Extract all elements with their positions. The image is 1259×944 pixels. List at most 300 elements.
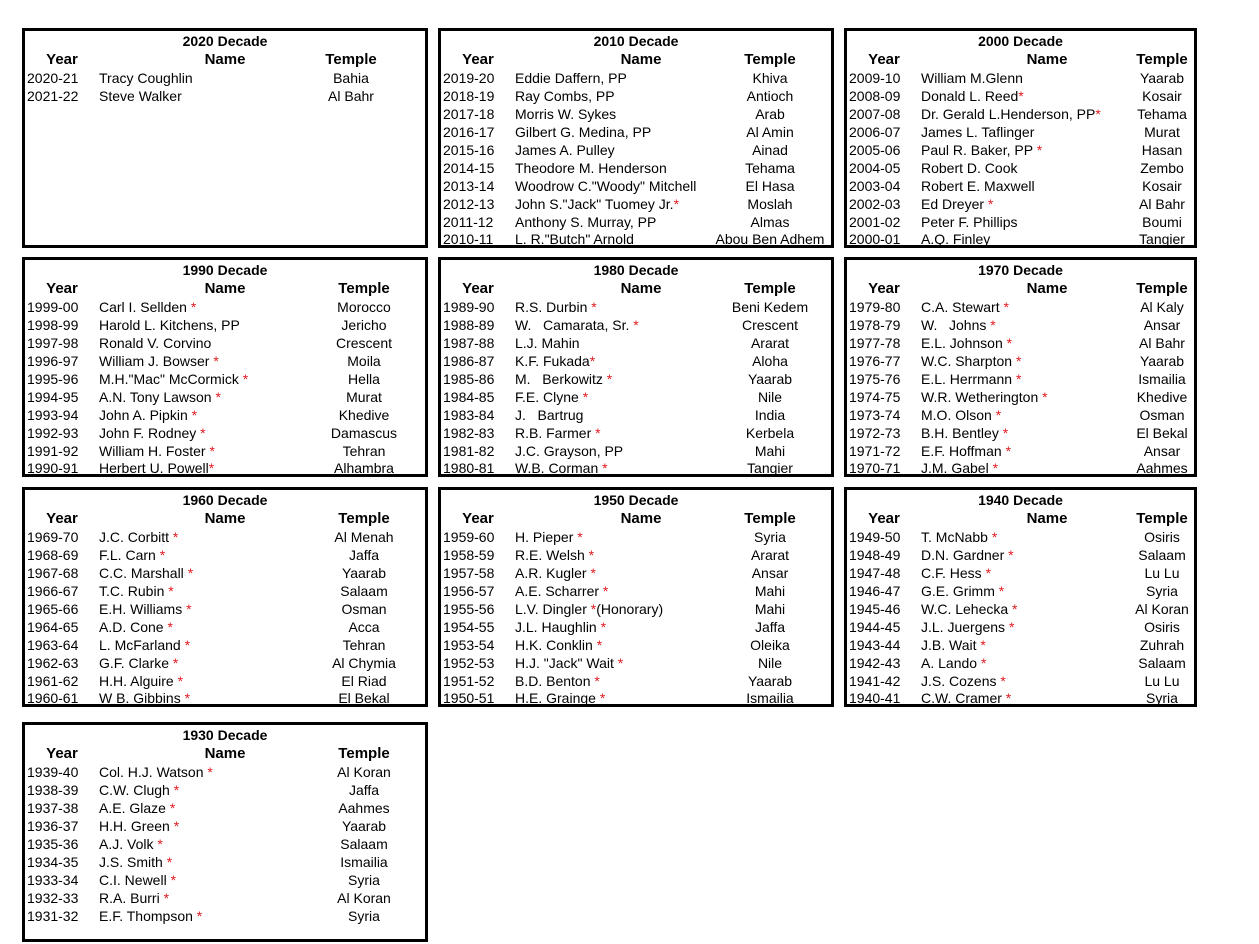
year-cell: 1972-73 xyxy=(849,424,901,441)
temple-column-header: Temple xyxy=(744,510,796,527)
name-text: W. Camarata, Sr. xyxy=(515,316,634,333)
temple-cell: Lu Lu xyxy=(1144,564,1180,581)
year-cell: 1933-34 xyxy=(27,871,79,888)
name-text: G.E. Grimm xyxy=(921,582,999,599)
name-text: H.J. "Jack" Wait xyxy=(515,654,618,671)
deceased-asterisk: * xyxy=(577,529,583,545)
name-cell xyxy=(921,353,1021,371)
year-cell: 1956-57 xyxy=(443,582,495,599)
name-cell xyxy=(515,460,608,478)
name-text: A.E. Glaze xyxy=(99,799,170,816)
temple-cell: Nile xyxy=(757,654,783,671)
year-cell: 1994-95 xyxy=(27,388,79,405)
name-cell xyxy=(99,601,192,619)
name-text: J.M. Gabel xyxy=(921,460,993,477)
decade-table xyxy=(847,529,1194,708)
name-cell xyxy=(921,460,998,478)
name-cell xyxy=(921,619,1014,637)
table-row xyxy=(441,196,831,214)
name-cell xyxy=(515,690,605,708)
year-cell: 1959-60 xyxy=(443,529,495,545)
table-row xyxy=(441,371,831,389)
table-row xyxy=(847,142,1194,160)
name-text: Ronald V. Corvino xyxy=(99,334,212,351)
temple-cell: Murat xyxy=(1144,123,1180,140)
name-text: J.C. Corbitt xyxy=(99,529,173,545)
decade-title: 1960 Decade xyxy=(182,492,268,508)
name-text: John A. Pipkin xyxy=(99,406,192,423)
temple-cell: Ansar xyxy=(751,564,789,581)
deceased-asterisk: * xyxy=(170,871,177,888)
name-cell xyxy=(921,601,1018,619)
name-cell xyxy=(515,371,612,389)
name-text: L. McFarland xyxy=(99,636,185,653)
name-cell xyxy=(921,70,1023,88)
name-cell xyxy=(99,854,172,872)
decade-table xyxy=(25,299,425,478)
temple-cell: Ansar xyxy=(1143,316,1181,333)
name-cell xyxy=(99,460,214,478)
name-column-header: Name xyxy=(1026,510,1068,527)
year-cell: 1977-78 xyxy=(849,334,901,351)
decade-title: 1940 Decade xyxy=(978,492,1063,508)
deceased-asterisk: * xyxy=(980,636,986,653)
name-column-header: Name xyxy=(1026,51,1068,68)
deceased-asterisk: * xyxy=(990,316,996,333)
name-text: William H. Foster xyxy=(99,442,210,459)
decade-table xyxy=(25,764,425,925)
temple-column-header: Temple xyxy=(338,280,390,297)
name-cell xyxy=(99,782,179,800)
temple-cell: El Bekal xyxy=(338,690,390,707)
table-row xyxy=(25,782,425,800)
table-row xyxy=(441,317,831,335)
deceased-asterisk: * xyxy=(1006,334,1013,351)
table-row xyxy=(441,619,831,637)
name-text: J.L. Haughlin xyxy=(515,618,601,635)
year-cell: 1970-71 xyxy=(849,460,901,477)
name-text: W.R. Wetherington xyxy=(921,388,1043,405)
table-row xyxy=(25,70,425,88)
decade-panel xyxy=(844,28,1197,248)
temple-column-header: Temple xyxy=(1136,510,1188,527)
deceased-asterisk: * xyxy=(213,352,219,369)
table-row xyxy=(25,800,425,818)
table-row xyxy=(441,160,831,178)
year-cell: 1939-40 xyxy=(27,764,79,780)
table-row xyxy=(847,619,1194,637)
deceased-asterisk: * xyxy=(602,460,608,477)
name-cell xyxy=(921,389,1048,407)
year-cell: 1980-81 xyxy=(443,460,495,477)
temple-column-header: Temple xyxy=(1136,51,1188,68)
decade-title: 1980 Decade xyxy=(593,262,679,278)
temple-cell: Khedive xyxy=(1136,388,1188,405)
name-cell xyxy=(921,142,1042,160)
temple-cell: Ararat xyxy=(750,546,790,563)
decade-title: 2020 Decade xyxy=(182,33,268,49)
year-cell: 1992-93 xyxy=(27,424,79,441)
year-cell: 2016-17 xyxy=(443,123,495,140)
table-row xyxy=(847,601,1194,619)
name-cell xyxy=(515,353,595,371)
name-text: Woodrow C."Woody" Mitchell xyxy=(515,177,697,194)
year-cell: 2021-22 xyxy=(27,87,79,104)
deceased-asterisk: * xyxy=(998,582,1005,599)
table-row xyxy=(847,637,1194,655)
year-cell: 2005-06 xyxy=(849,141,901,158)
table-row xyxy=(25,425,425,443)
table-row xyxy=(847,583,1194,601)
temple-cell: Zembo xyxy=(1140,159,1184,176)
name-cell xyxy=(99,583,174,601)
name-cell xyxy=(515,601,663,619)
table-row xyxy=(441,425,831,443)
deceased-asterisk: * xyxy=(1015,352,1022,369)
temple-cell: Alhambra xyxy=(334,460,394,477)
year-cell: 1950-51 xyxy=(443,690,495,707)
name-cell xyxy=(515,124,651,142)
name-cell xyxy=(99,425,206,443)
year-cell: 1953-54 xyxy=(443,636,495,653)
temple-cell: Al Koran xyxy=(1135,600,1189,617)
name-text: R.S. Durbin xyxy=(515,299,592,315)
name-cell xyxy=(515,547,594,565)
name-text: Steve Walker xyxy=(99,87,182,104)
decade-panel xyxy=(22,487,428,707)
name-cell xyxy=(921,565,991,583)
year-cell: 1968-69 xyxy=(27,546,79,563)
table-row xyxy=(25,673,425,691)
table-row xyxy=(847,547,1194,565)
year-column-header: Year xyxy=(462,51,494,68)
year-cell: 2004-05 xyxy=(849,159,901,176)
year-cell: 1978-79 xyxy=(849,316,901,333)
deceased-asterisk: * xyxy=(1000,672,1006,689)
name-cell xyxy=(515,637,602,655)
temple-cell: Kosair xyxy=(1142,177,1182,194)
year-column-header: Year xyxy=(46,51,78,68)
name-text: C.C. Marshall xyxy=(99,564,188,581)
temple-cell: Tehama xyxy=(745,159,795,176)
table-row xyxy=(25,908,425,926)
temple-cell: Osiris xyxy=(1144,529,1180,545)
name-text: A. Lando xyxy=(921,654,981,671)
deceased-asterisk: * xyxy=(173,781,180,798)
year-cell: 1945-46 xyxy=(849,600,901,617)
year-cell: 1997-98 xyxy=(27,334,79,351)
deceased-asterisk: * xyxy=(591,299,597,315)
table-row xyxy=(441,443,831,461)
table-row xyxy=(847,70,1194,88)
table-row xyxy=(441,389,831,407)
name-text: Anthony S. Murray, PP xyxy=(515,213,657,230)
name-cell xyxy=(99,565,193,583)
name-cell xyxy=(515,655,623,673)
table-row xyxy=(441,142,831,160)
table-row xyxy=(25,529,425,547)
name-cell xyxy=(921,335,1012,353)
year-cell: 1993-94 xyxy=(27,406,79,423)
table-row xyxy=(25,299,425,317)
temple-column-header: Temple xyxy=(338,745,390,762)
name-text: T. McNabb xyxy=(921,529,992,545)
year-cell: 1932-33 xyxy=(27,889,79,906)
year-cell: 1990-91 xyxy=(27,460,79,477)
deceased-asterisk: * xyxy=(589,352,596,369)
table-row xyxy=(441,299,831,317)
temple-cell: Morocco xyxy=(337,299,391,315)
year-cell: 2007-08 xyxy=(849,105,901,122)
table-row xyxy=(847,231,1194,249)
year-cell: 1944-45 xyxy=(849,618,901,635)
year-cell: 1937-38 xyxy=(27,799,79,816)
name-cell xyxy=(515,178,696,196)
deceased-asterisk: * xyxy=(1036,141,1043,158)
name-cell xyxy=(921,124,1034,142)
table-row xyxy=(25,407,425,425)
table-row xyxy=(25,335,425,353)
year-column-header: Year xyxy=(868,510,900,527)
name-cell xyxy=(515,529,583,547)
name-column-header: Name xyxy=(204,51,246,68)
name-cell xyxy=(921,655,986,673)
name-text: Donald L. Reed xyxy=(921,87,1019,104)
temple-column-header: Temple xyxy=(338,510,390,527)
decade-table xyxy=(847,299,1194,478)
year-cell: 1986-87 xyxy=(443,352,495,369)
temple-cell: Tehama xyxy=(1137,105,1187,122)
name-text: Eddie Daffern, PP xyxy=(515,70,627,86)
temple-cell: Syria xyxy=(348,907,380,924)
deceased-asterisk: * xyxy=(208,460,215,477)
table-row xyxy=(847,214,1194,232)
temple-cell: Nile xyxy=(757,388,783,405)
deceased-asterisk: * xyxy=(992,460,999,477)
table-row xyxy=(847,389,1194,407)
temple-cell: Moslah xyxy=(747,195,793,212)
year-column-header: Year xyxy=(462,280,494,297)
deceased-asterisk: * xyxy=(1015,370,1022,387)
table-row xyxy=(847,124,1194,142)
name-text: A.J. Volk xyxy=(99,835,158,852)
year-cell: 1969-70 xyxy=(27,529,79,545)
table-row xyxy=(25,764,425,782)
deceased-asterisk: * xyxy=(159,546,166,563)
name-text: J.C. Grayson, PP xyxy=(515,442,624,459)
deceased-asterisk: * xyxy=(209,442,215,459)
name-cell xyxy=(921,407,1001,425)
year-cell: 1940-41 xyxy=(849,690,901,707)
name-cell xyxy=(515,317,639,335)
temple-cell: Kosair xyxy=(1142,87,1182,104)
year-cell: 1981-82 xyxy=(443,442,495,459)
year-cell: 1946-47 xyxy=(849,582,901,599)
temple-cell: Al Bahr xyxy=(328,87,374,104)
name-text: R.B. Farmer xyxy=(515,424,596,441)
name-cell xyxy=(515,88,615,106)
year-cell: 1998-99 xyxy=(27,316,79,333)
year-cell: 2000-01 xyxy=(849,231,901,248)
decade-title: 2000 Decade xyxy=(978,33,1063,49)
year-cell: 1984-85 xyxy=(443,388,495,405)
name-text: Carl I. Sellden xyxy=(99,299,191,315)
name-text: A.R. Kugler xyxy=(515,564,591,581)
table-row xyxy=(441,124,831,142)
temple-cell: Al Bahr xyxy=(1139,334,1185,351)
table-row xyxy=(847,655,1194,673)
year-cell: 2017-18 xyxy=(443,105,495,122)
deceased-asterisk: * xyxy=(167,618,173,635)
name-text: T.C. Rubin xyxy=(99,582,169,599)
temple-cell: Osman xyxy=(341,600,387,617)
table-row xyxy=(441,637,831,655)
temple-cell: Syria xyxy=(1146,582,1178,599)
deceased-asterisk: * xyxy=(602,582,609,599)
decade-table xyxy=(441,299,831,478)
deceased-asterisk: * xyxy=(590,600,597,617)
table-row xyxy=(25,890,425,908)
temple-cell: Beni Kedem xyxy=(731,299,809,315)
temple-cell: El Bekal xyxy=(1136,424,1188,441)
year-cell: 2011-12 xyxy=(443,213,494,230)
name-cell xyxy=(515,425,601,443)
name-cell xyxy=(515,389,588,407)
table-row xyxy=(441,547,831,565)
name-cell xyxy=(99,353,219,371)
year-cell: 1971-72 xyxy=(849,442,901,459)
year-cell: 1960-61 xyxy=(27,690,79,707)
year-cell: 2015-16 xyxy=(443,141,495,158)
deceased-asterisk: * xyxy=(177,672,184,689)
year-cell: 1963-64 xyxy=(27,636,79,653)
temple-cell: Al Menah xyxy=(334,529,394,545)
table-row xyxy=(25,619,425,637)
deceased-asterisk: * xyxy=(1018,87,1024,104)
temple-cell: Salaam xyxy=(1138,546,1186,563)
deceased-asterisk: * xyxy=(1005,690,1012,707)
temple-cell: Al Kaly xyxy=(1140,299,1184,315)
temple-cell: Salaam xyxy=(340,582,388,599)
temple-column-header: Temple xyxy=(1136,280,1188,297)
temple-cell: Damascus xyxy=(330,424,398,441)
temple-cell: Ararat xyxy=(750,334,790,351)
table-row xyxy=(847,565,1194,583)
temple-cell: Ismailia xyxy=(746,690,794,707)
name-text: J.B. Wait xyxy=(921,636,981,653)
name-text: H.K. Conklin xyxy=(515,636,597,653)
deceased-asterisk: * xyxy=(191,406,198,423)
table-row xyxy=(847,443,1194,461)
name-text: E.L. Johnson xyxy=(921,334,1007,351)
year-cell: 1948-49 xyxy=(849,546,901,563)
table-row xyxy=(847,460,1194,478)
name-cell xyxy=(515,673,600,691)
name-text: Ed Dreyer xyxy=(921,195,988,212)
decade-table xyxy=(25,529,425,708)
year-cell: 1938-39 xyxy=(27,781,79,798)
name-cell xyxy=(99,800,175,818)
year-cell: 2013-14 xyxy=(443,177,495,194)
name-text: H.H. Green xyxy=(99,817,174,834)
table-row xyxy=(25,872,425,890)
temple-cell: Salaam xyxy=(1138,654,1186,671)
name-column-header: Name xyxy=(204,280,246,297)
name-text: James A. Pulley xyxy=(515,141,615,158)
deceased-asterisk: * xyxy=(173,817,180,834)
temple-cell: Al Chymia xyxy=(332,654,396,671)
table-row xyxy=(441,88,831,106)
temple-cell: Yaarab xyxy=(1139,352,1185,369)
temple-cell: El Hasa xyxy=(745,177,795,194)
name-text: C.F. Hess xyxy=(921,564,986,581)
year-cell: 1949-50 xyxy=(849,529,901,545)
year-column-header: Year xyxy=(46,510,78,527)
name-cell xyxy=(921,547,1014,565)
deceased-asterisk: * xyxy=(995,406,1002,423)
name-cell xyxy=(921,673,1006,691)
name-text: K.F. Fukada xyxy=(515,352,590,369)
name-cell xyxy=(99,673,183,691)
name-text: E.F. Thompson xyxy=(99,907,197,924)
deceased-asterisk: * xyxy=(588,546,595,563)
year-cell: 2020-21 xyxy=(27,70,79,86)
deceased-asterisk: * xyxy=(1002,424,1009,441)
table-row xyxy=(847,673,1194,691)
temple-cell: Aahmes xyxy=(1136,460,1188,477)
decade-title: 1970 Decade xyxy=(978,262,1063,278)
name-cell xyxy=(515,565,596,583)
table-row xyxy=(847,371,1194,389)
deceased-asterisk: * xyxy=(172,654,179,671)
table-row xyxy=(25,836,425,854)
deceased-asterisk: * xyxy=(617,654,624,671)
honorary-note: (Honorary) xyxy=(596,600,664,617)
temple-cell: Boumi xyxy=(1142,213,1182,230)
deceased-asterisk: * xyxy=(595,424,601,441)
decade-table xyxy=(847,70,1194,249)
deceased-asterisk: * xyxy=(190,299,197,315)
name-cell xyxy=(921,425,1008,443)
temple-cell: Yaarab xyxy=(341,564,387,581)
temple-cell: Bahia xyxy=(333,70,369,86)
name-text: H.E. Grainge xyxy=(515,690,600,707)
name-cell xyxy=(921,371,1021,389)
temple-cell: Osiris xyxy=(1144,618,1180,635)
decade-table xyxy=(25,70,425,106)
name-text: E.F. Hoffman xyxy=(921,442,1006,459)
temple-cell: Tehran xyxy=(342,442,386,459)
name-text: L.J. Mahin xyxy=(515,334,580,351)
table-row xyxy=(25,854,425,872)
deceased-asterisk: * xyxy=(599,690,606,707)
temple-cell: Almas xyxy=(750,213,790,230)
table-row xyxy=(441,529,831,547)
name-cell xyxy=(99,655,178,673)
deceased-asterisk: * xyxy=(1012,600,1018,617)
temple-cell: Khiva xyxy=(752,70,788,86)
name-text: J.S. Cozens xyxy=(921,672,1001,689)
table-row xyxy=(25,353,425,371)
decade-panel xyxy=(438,28,834,248)
name-text: D.N. Gardner xyxy=(921,546,1009,563)
year-cell: 2001-02 xyxy=(849,213,901,230)
deceased-asterisk: * xyxy=(215,388,221,405)
name-cell xyxy=(99,70,193,88)
temple-cell: Tangier xyxy=(747,460,793,477)
temple-cell: Hella xyxy=(348,370,380,387)
name-cell xyxy=(921,529,997,547)
